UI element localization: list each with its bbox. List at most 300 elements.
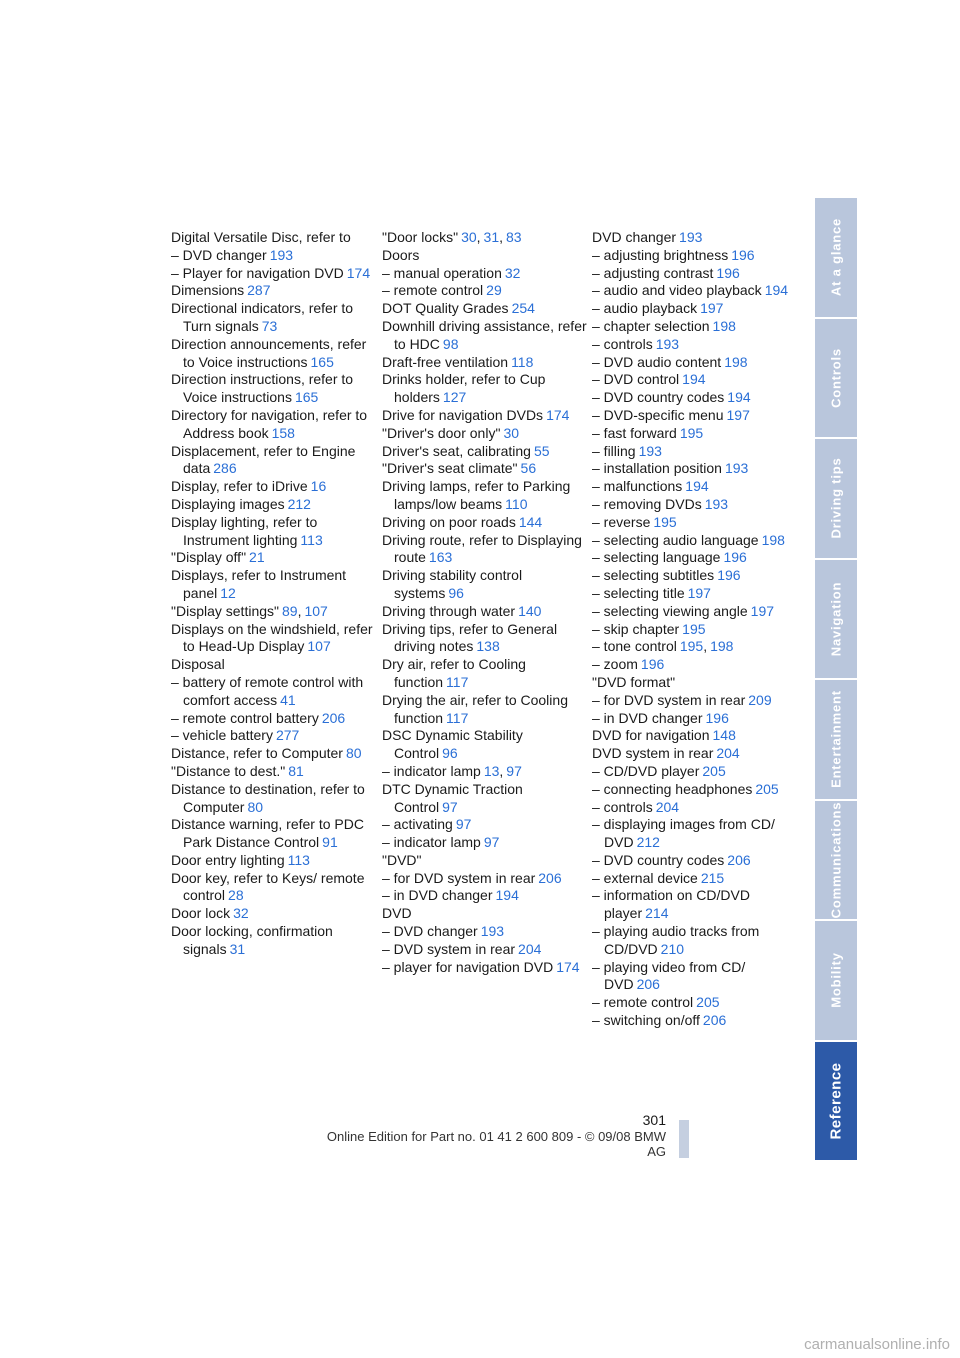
page-ref-link[interactable]: 12 bbox=[220, 584, 236, 601]
index-subentry bbox=[592, 692, 797, 710]
index-entry bbox=[382, 247, 587, 265]
index-entry bbox=[171, 763, 376, 781]
entry-text: DTC Dynamic Traction Control bbox=[382, 780, 523, 815]
entry-text: – audio playback bbox=[592, 300, 698, 317]
index-entry bbox=[171, 781, 376, 817]
page-ref-link[interactable]: 193 bbox=[269, 246, 294, 263]
entry-text: – battery of remote control with comfort access bbox=[171, 673, 364, 708]
page-ref-link[interactable]: 195 bbox=[679, 424, 704, 441]
page-ref-link[interactable]: 89 bbox=[281, 602, 298, 619]
page-ref-link[interactable]: 196 bbox=[723, 549, 747, 566]
index-entry bbox=[382, 354, 587, 372]
index-subentry bbox=[382, 282, 587, 300]
index-subentry bbox=[592, 1012, 797, 1030]
index-subentry bbox=[592, 407, 797, 425]
entry-text: – DVD system in rear bbox=[382, 940, 516, 957]
page-ref-link[interactable]: 41 bbox=[280, 691, 296, 708]
entry-text: Displacement, refer to Engine data bbox=[171, 442, 356, 477]
page-ref-link[interactable]: 286 bbox=[213, 460, 237, 477]
index-subentry bbox=[592, 621, 797, 639]
entry-text: Directional indicators, refer to Turn signals bbox=[171, 300, 354, 334]
index-subentry bbox=[592, 585, 797, 603]
index-subentry bbox=[592, 460, 797, 478]
index-subentry bbox=[592, 781, 797, 799]
chapter-tab-at-a-glance[interactable] bbox=[815, 198, 857, 317]
entry-text: Door key, refer to Keys/ remote control bbox=[171, 869, 365, 904]
page-ref-link[interactable]: 206 bbox=[702, 1012, 727, 1029]
page-ref-link[interactable]: 205 bbox=[702, 762, 726, 779]
page-ref-link[interactable]: 198 bbox=[712, 317, 736, 334]
entry-text: Disposal bbox=[171, 656, 225, 673]
index-entry bbox=[171, 923, 376, 959]
page-ref-link[interactable]: 193 bbox=[724, 460, 749, 477]
index-entry bbox=[171, 496, 376, 514]
entry-text: Dry air, refer to Cooling function bbox=[382, 656, 526, 690]
chapter-tab-label: Communications bbox=[828, 801, 844, 919]
entry-text: – information on CD/DVD player bbox=[592, 887, 750, 922]
index-subentry bbox=[592, 923, 797, 959]
index-subentry bbox=[592, 318, 797, 336]
index-entry bbox=[171, 371, 376, 407]
entry-text: Displaying images bbox=[171, 495, 285, 512]
entry-text: Distance, refer to Computer bbox=[171, 745, 343, 762]
index-entry bbox=[382, 407, 587, 425]
index-subentry bbox=[592, 496, 797, 514]
index-subentry bbox=[382, 887, 587, 905]
chapter-tab-driving-tips[interactable] bbox=[815, 439, 857, 558]
index-subentry bbox=[592, 603, 797, 621]
page-ref-link[interactable]: 194 bbox=[682, 371, 706, 388]
chapter-tab-controls[interactable] bbox=[815, 319, 857, 438]
index-entry bbox=[171, 336, 376, 372]
entry-text: Distance to destination, refer to Computer bbox=[171, 780, 365, 815]
entry-text: – removing DVDs bbox=[592, 495, 702, 512]
entry-text: "Driver's door only" bbox=[382, 424, 501, 441]
index-entry bbox=[382, 371, 587, 407]
index-subentry bbox=[592, 354, 797, 372]
page-ref-link[interactable]: 80 bbox=[345, 745, 362, 762]
entry-text: – selecting subtitles bbox=[592, 567, 715, 584]
entry-text: – DVD country codes bbox=[592, 389, 725, 406]
chapter-tab-entertainment[interactable] bbox=[815, 680, 857, 799]
page-ref-link[interactable]: 80 bbox=[247, 798, 264, 815]
page-ref-link[interactable]: 197 bbox=[750, 602, 775, 619]
page-ref-link[interactable]: 174 bbox=[546, 406, 570, 423]
index-entry bbox=[171, 621, 376, 657]
entry-text: "Display settings" bbox=[171, 602, 279, 619]
page-ref-link[interactable]: 32 bbox=[504, 264, 521, 281]
page-ref-link[interactable]: 198 bbox=[724, 353, 748, 370]
page-ref-link[interactable]: 194 bbox=[764, 282, 789, 299]
entry-text: – for DVD system in rear bbox=[382, 869, 536, 886]
index-entry bbox=[171, 745, 376, 763]
page-ref-link[interactable]: 210 bbox=[660, 940, 685, 957]
page-ref-link[interactable]: 205 bbox=[755, 780, 779, 797]
index-subentry bbox=[592, 300, 797, 318]
page-ref-link[interactable]: 117 bbox=[446, 673, 469, 690]
page-ref-link[interactable]: 214 bbox=[645, 905, 669, 922]
page-ref-link[interactable]: 31 bbox=[229, 940, 246, 957]
page-ref-link[interactable]: 13 bbox=[483, 762, 500, 779]
entry-text: Dimensions bbox=[171, 282, 245, 299]
index-subentry bbox=[592, 389, 797, 407]
entry-text: "Driver's seat climate" bbox=[382, 460, 518, 477]
entry-text: – DVD control bbox=[592, 371, 680, 388]
entry-text: – CD/DVD player bbox=[592, 762, 700, 779]
entry-text: Distance warning, refer to PDC Park Distance Control bbox=[171, 816, 364, 851]
page-ref-link[interactable]: 28 bbox=[228, 887, 244, 904]
index-subentry bbox=[592, 870, 797, 888]
index-entry bbox=[382, 478, 587, 514]
page-ref-link[interactable]: 193 bbox=[480, 923, 505, 940]
index-entry bbox=[171, 407, 376, 443]
entry-text: – activating bbox=[382, 816, 453, 833]
page-ref-link[interactable]: 117 bbox=[446, 709, 469, 726]
chapter-tab-label: Reference bbox=[827, 1062, 845, 1140]
page-ref-link[interactable]: 205 bbox=[696, 994, 720, 1011]
page-ref-link[interactable]: 91 bbox=[322, 834, 338, 851]
entry-text: – selecting audio language bbox=[592, 531, 759, 548]
entry-text: – selecting viewing angle bbox=[592, 602, 748, 619]
entry-text: "Distance to dest." bbox=[171, 762, 286, 779]
entry-text: – manual operation bbox=[382, 264, 502, 281]
entry-text: – zoom bbox=[592, 656, 638, 673]
index-entry bbox=[171, 656, 376, 674]
page-ref-link[interactable]: 107 bbox=[307, 638, 331, 655]
chapter-tab-label: Entertainment bbox=[828, 690, 844, 789]
page-ref-link[interactable]: 197 bbox=[687, 584, 711, 601]
page-ref-link[interactable]: 215 bbox=[700, 869, 725, 886]
page-ref-link[interactable]: 32 bbox=[233, 905, 249, 922]
index-subentry bbox=[592, 247, 797, 265]
page-ref-link[interactable]: 81 bbox=[288, 762, 304, 779]
entry-text: – remote control battery bbox=[171, 709, 319, 726]
index-subentry bbox=[592, 994, 797, 1012]
page-ref-link[interactable]: 174 bbox=[346, 264, 371, 281]
index-entry bbox=[171, 549, 376, 567]
page-ref-link[interactable]: 212 bbox=[287, 495, 311, 512]
index-subentry bbox=[592, 656, 797, 674]
index-entry bbox=[592, 727, 797, 745]
index-subentry bbox=[592, 532, 797, 550]
entry-text: "DVD" bbox=[382, 851, 422, 868]
index-entry bbox=[382, 532, 587, 568]
page-ref-link[interactable]: 29 bbox=[486, 282, 502, 299]
page-ref-link[interactable]: 110 bbox=[505, 495, 528, 512]
page-ref-link[interactable]: 83 bbox=[506, 229, 522, 245]
entry-text: – connecting headphones bbox=[592, 780, 753, 797]
entry-text: – playing audio tracks from CD/DVD bbox=[592, 923, 760, 957]
entry-text: Doors bbox=[382, 246, 420, 263]
page-ref-link[interactable]: 148 bbox=[712, 727, 736, 744]
page-ref-link[interactable]: 196 bbox=[717, 567, 741, 584]
page-ref-link[interactable]: 107 bbox=[304, 602, 328, 619]
index-subentry bbox=[382, 941, 587, 959]
page-ref-link[interactable]: 198 bbox=[761, 531, 785, 548]
page-ref-link[interactable]: 21 bbox=[249, 549, 265, 566]
chapter-tab-reference[interactable] bbox=[815, 1042, 857, 1161]
page-ref-link[interactable]: 194 bbox=[685, 478, 709, 495]
page-ref-link[interactable]: 118 bbox=[511, 353, 534, 370]
entry-text: Direction announcements, refer to Voice instructions bbox=[171, 335, 367, 370]
entry-text: – indicator lamp bbox=[382, 834, 481, 851]
entry-text: – DVD country codes bbox=[592, 851, 725, 868]
index-entry bbox=[171, 567, 376, 603]
page-ref-link[interactable]: 158 bbox=[271, 424, 295, 441]
entry-text: – DVD changer bbox=[382, 923, 478, 940]
page-ref-link[interactable]: 195 bbox=[679, 638, 704, 655]
entry-text: Display, refer to iDrive bbox=[171, 478, 308, 495]
index-subentry: – tone control 195, 198 bbox=[592, 638, 734, 655]
entry-text: – reverse bbox=[592, 513, 651, 530]
entry-text: DVD changer bbox=[592, 229, 677, 245]
entry-text: – Player for navigation DVD bbox=[171, 264, 344, 281]
page-ref-link[interactable]: 55 bbox=[533, 442, 550, 459]
index-entry bbox=[171, 514, 376, 550]
page-ref-link[interactable]: 195 bbox=[653, 513, 677, 530]
entry-text: Display lighting, refer to Instrument lighting bbox=[171, 513, 318, 548]
index-subentry bbox=[592, 549, 797, 567]
entry-text: "Door locks" bbox=[382, 229, 459, 245]
chapter-tab-navigation[interactable] bbox=[815, 560, 857, 679]
entry-text: – for DVD system in rear bbox=[592, 691, 746, 708]
entry-text: "DVD format" bbox=[592, 673, 676, 690]
chapter-tab-label: Driving tips bbox=[828, 457, 844, 539]
page-ref-link[interactable]: 206 bbox=[538, 869, 562, 886]
index-subentry bbox=[592, 959, 797, 995]
page-ref-link[interactable]: 198 bbox=[710, 638, 734, 655]
index-entry bbox=[592, 674, 797, 692]
index-entry bbox=[382, 300, 587, 318]
index-subentry bbox=[592, 763, 797, 781]
index-entry bbox=[382, 692, 587, 728]
index-entry bbox=[382, 318, 587, 354]
page-ref-link[interactable]: 30 bbox=[461, 229, 477, 245]
index-subentry bbox=[592, 816, 797, 852]
index-entry bbox=[382, 603, 587, 621]
index-subentry bbox=[592, 514, 797, 532]
page-ref-link[interactable]: 196 bbox=[716, 264, 740, 281]
page-ref-link[interactable]: 31 bbox=[483, 229, 500, 245]
page-ref-link[interactable]: 113 bbox=[300, 531, 323, 548]
entry-text: – external device bbox=[592, 869, 698, 886]
entry-text: – switching on/off bbox=[592, 1012, 700, 1029]
index-entry bbox=[171, 229, 376, 247]
index-subentry bbox=[382, 265, 587, 283]
page-ref-link[interactable]: 138 bbox=[476, 638, 500, 655]
page-ref-link[interactable]: 98 bbox=[442, 335, 459, 352]
page-ref-link[interactable]: 165 bbox=[294, 389, 319, 406]
entry-text: Driving stability control systems bbox=[382, 567, 523, 601]
page-ref-link[interactable]: 193 bbox=[679, 229, 703, 245]
page-ref-link[interactable]: 144 bbox=[518, 513, 543, 530]
page-ref-link[interactable]: 196 bbox=[705, 709, 729, 726]
index-entry bbox=[382, 727, 587, 763]
entry-text: – DVD-specific menu bbox=[592, 406, 724, 423]
page-ref-link[interactable]: 194 bbox=[495, 887, 519, 904]
page-ref-link[interactable]: 212 bbox=[636, 834, 660, 851]
chapter-tabs bbox=[815, 198, 857, 1160]
entry-text: – chapter selection bbox=[592, 317, 710, 334]
index-column-2 bbox=[382, 229, 587, 976]
page-ref-link[interactable]: 163 bbox=[428, 549, 453, 566]
index-subentry bbox=[171, 265, 376, 283]
page-ref-link[interactable]: 96 bbox=[448, 584, 464, 601]
page-ref-link[interactable]: 196 bbox=[731, 246, 755, 263]
entry-text: Directory for navigation, refer to Address book bbox=[171, 406, 368, 441]
page-ref-link[interactable]: 195 bbox=[682, 620, 706, 637]
page-ref-link[interactable]: 97 bbox=[483, 834, 500, 851]
page-ref-link[interactable]: 206 bbox=[727, 851, 751, 868]
entry-text: – skip chapter bbox=[592, 620, 680, 637]
entry-text: – in DVD changer bbox=[382, 887, 493, 904]
index-subentry bbox=[592, 799, 797, 817]
index-subentry bbox=[171, 710, 376, 728]
index-entry bbox=[171, 443, 376, 479]
index-subentry bbox=[592, 478, 797, 496]
index-subentry: – indicator lamp 13, 97 bbox=[382, 762, 522, 779]
page-ref-link[interactable]: 127 bbox=[442, 389, 467, 406]
page-ref-link[interactable]: 204 bbox=[716, 745, 740, 762]
page-ref-link[interactable]: 206 bbox=[636, 976, 660, 993]
index-entry bbox=[382, 460, 587, 478]
index-entry bbox=[171, 816, 376, 852]
entry-text: Driving tips, refer to General driving notes bbox=[382, 620, 558, 655]
page-ref-link[interactable]: 197 bbox=[700, 300, 724, 317]
entry-text: Displays on the windshield, refer to Head-Up Display bbox=[171, 620, 373, 655]
page-ref-link[interactable]: 193 bbox=[655, 335, 680, 352]
entry-text: Downhill driving assistance, refer to HDC bbox=[382, 317, 587, 352]
index-subentry bbox=[592, 567, 797, 585]
index-entry bbox=[171, 478, 376, 496]
page-ref-link[interactable]: 73 bbox=[261, 317, 278, 334]
entry-text: DVD for navigation bbox=[592, 727, 710, 744]
entry-text: – in DVD changer bbox=[592, 709, 703, 726]
chapter-tab-mobility[interactable] bbox=[815, 921, 857, 1040]
index-entry bbox=[592, 745, 797, 763]
entry-text: Displays, refer to Instrument panel bbox=[171, 567, 347, 601]
entry-text: Drive for navigation DVDs bbox=[382, 406, 544, 423]
page-ref-link[interactable]: 204 bbox=[518, 940, 542, 957]
entry-text: Driving through water bbox=[382, 602, 516, 619]
chapter-tab-label: Mobility bbox=[828, 952, 844, 1009]
page-ref-link[interactable]: 193 bbox=[704, 495, 729, 512]
entry-text: DVD system in rear bbox=[592, 745, 714, 762]
page-ref-link[interactable]: 196 bbox=[640, 656, 665, 673]
entry-text: – tone control bbox=[592, 638, 677, 655]
page-ref-link[interactable]: 209 bbox=[748, 691, 772, 708]
index-entry bbox=[382, 852, 587, 870]
page-ref-link[interactable]: 287 bbox=[247, 282, 271, 299]
index-subentry bbox=[382, 923, 587, 941]
entry-text: – malfunctions bbox=[592, 478, 683, 495]
page-ref-link[interactable]: 197 bbox=[726, 406, 750, 423]
index-entry bbox=[382, 905, 587, 923]
entry-text: – indicator lamp bbox=[382, 762, 481, 779]
index-entry bbox=[382, 443, 587, 461]
page-ref-link[interactable]: 56 bbox=[520, 460, 537, 477]
footer-bar bbox=[679, 1120, 689, 1158]
index-entry bbox=[171, 852, 376, 870]
entry-text: – remote control bbox=[382, 282, 484, 299]
page-ref-link[interactable]: 96 bbox=[442, 745, 458, 762]
index-entry bbox=[171, 905, 376, 923]
page-ref-link[interactable]: 165 bbox=[310, 353, 334, 370]
chapter-tab-label: Navigation bbox=[828, 581, 844, 656]
entry-text: Driver's seat, calibrating bbox=[382, 442, 531, 459]
index-entry bbox=[382, 425, 587, 443]
page-ref-link[interactable]: 140 bbox=[518, 602, 542, 619]
page-ref-link[interactable]: 113 bbox=[287, 851, 310, 868]
entry-text: – playing video from CD/ DVD bbox=[592, 958, 746, 993]
entry-text: – installation position bbox=[592, 460, 722, 477]
entry-text: Driving lamps, refer to Parking lamps/low beams bbox=[382, 478, 571, 512]
chapter-tab-communications[interactable] bbox=[815, 801, 857, 920]
entry-text: – filling bbox=[592, 442, 636, 459]
page-ref-link[interactable]: 97 bbox=[506, 762, 522, 779]
index-subentry bbox=[171, 247, 376, 265]
page-ref-link[interactable]: 174 bbox=[556, 958, 580, 975]
page-ref-link[interactable]: 97 bbox=[442, 798, 458, 815]
page-ref-link[interactable]: 206 bbox=[321, 709, 346, 726]
watermark: carmanualsonline.info bbox=[804, 1336, 950, 1353]
index-entry bbox=[171, 870, 376, 906]
page-ref-link[interactable]: 254 bbox=[511, 300, 535, 317]
entry-text: – displaying images from CD/ DVD bbox=[592, 816, 775, 851]
index-subentry bbox=[592, 443, 797, 461]
page-ref-link[interactable]: 30 bbox=[503, 424, 520, 441]
page-ref-link[interactable]: 204 bbox=[655, 798, 680, 815]
index-subentry bbox=[592, 336, 797, 354]
index-subentry bbox=[592, 282, 797, 300]
index-entry bbox=[382, 514, 587, 532]
page-ref-link[interactable]: 193 bbox=[638, 442, 662, 459]
entry-text: – fast forward bbox=[592, 424, 677, 441]
entry-text: – controls bbox=[592, 798, 653, 815]
entry-text: Door locking, confirmation signals bbox=[171, 923, 333, 957]
index-entry bbox=[382, 567, 587, 603]
entry-text: Draft-free ventilation bbox=[382, 353, 509, 370]
page-ref-link[interactable]: 194 bbox=[727, 389, 751, 406]
entry-text: Door lock bbox=[171, 905, 231, 922]
index-column-1 bbox=[171, 229, 376, 959]
index-subentry bbox=[382, 816, 587, 834]
entry-text: – adjusting brightness bbox=[592, 246, 729, 263]
index-subentry bbox=[171, 674, 376, 710]
page-ref-link[interactable]: 97 bbox=[455, 816, 472, 833]
chapter-tab-label: Controls bbox=[828, 347, 844, 408]
page-ref-link[interactable]: 277 bbox=[275, 727, 300, 744]
index-subentry bbox=[382, 870, 587, 888]
page-ref-link[interactable]: 16 bbox=[310, 478, 327, 495]
entry-text: Door entry lighting bbox=[171, 851, 285, 868]
entry-text: – controls bbox=[592, 335, 653, 352]
entry-text: DVD bbox=[382, 905, 412, 922]
index-entry: "Door locks" 30, 31, 83 bbox=[382, 229, 522, 245]
entry-text: "Display off" bbox=[171, 549, 247, 566]
entry-text: Driving on poor roads bbox=[382, 513, 516, 530]
entry-text: – selecting title bbox=[592, 584, 685, 601]
entry-text: Driving route, refer to Displaying route bbox=[382, 531, 582, 566]
entry-text: – remote control bbox=[592, 994, 694, 1011]
entry-text: Drying the air, refer to Cooling function bbox=[382, 691, 568, 726]
footer-text: Online Edition for Part no. 01 41 2 600 809 - © 09/08 BMW AG bbox=[326, 1129, 666, 1159]
entry-text: Drinks holder, refer to Cup holders bbox=[382, 371, 546, 406]
index-entry bbox=[382, 621, 587, 657]
entry-text: – player for navigation DVD bbox=[382, 958, 554, 975]
entry-text: Direction instructions, refer to Voice instructions bbox=[171, 371, 354, 406]
entry-text: – selecting language bbox=[592, 549, 721, 566]
